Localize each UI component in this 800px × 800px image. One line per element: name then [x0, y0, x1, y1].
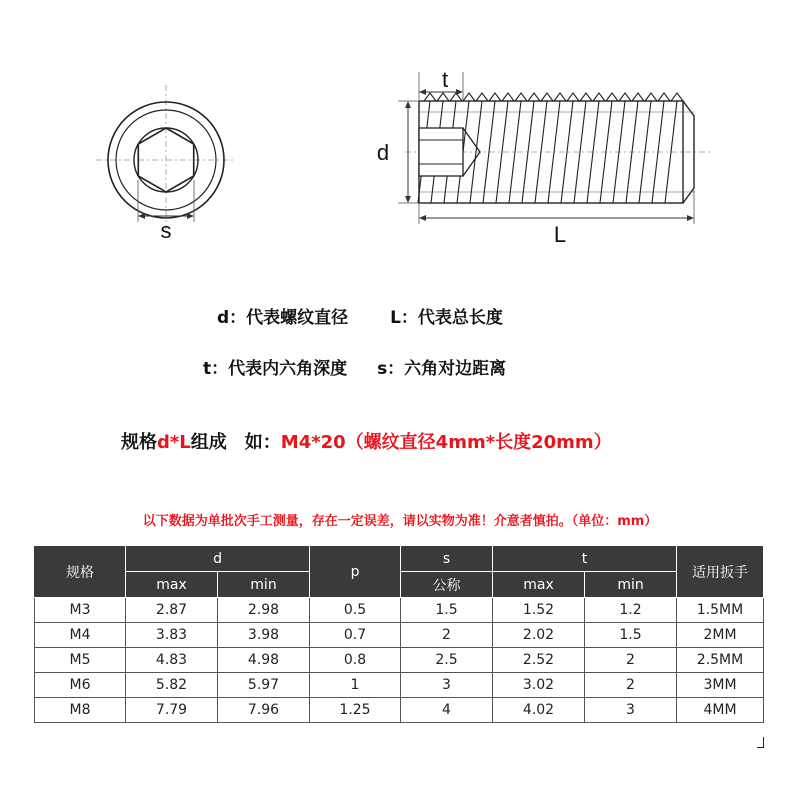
spec-formula: d*L — [157, 432, 191, 453]
thread-crest — [619, 93, 631, 101]
end-view — [96, 85, 235, 243]
table-header-row-1 — [35, 546, 764, 572]
cell-wrench: 1.5MM — [677, 598, 764, 623]
header-t-min: min — [585, 572, 677, 598]
legend-row-2 — [203, 354, 506, 379]
side-view — [377, 67, 712, 247]
thread-crest — [645, 93, 657, 101]
thread-crest — [437, 93, 449, 101]
header-d-max: max — [126, 572, 218, 598]
cell-s: 2 — [401, 623, 493, 648]
cell-p: 1.25 — [310, 698, 401, 723]
cell-p: 0.8 — [310, 648, 401, 673]
label-L: L — [553, 222, 567, 247]
cell-spec: M8 — [35, 698, 126, 723]
table-row — [35, 598, 764, 623]
measurement-notice: 以下数据为单批次手工测量，存在一定误差，请以实物为准！介意者慎拍。（单位：mm） — [142, 514, 658, 529]
cell-spec: M5 — [35, 648, 126, 673]
screw-diagram — [0, 0, 800, 300]
cell-spec: M6 — [35, 673, 126, 698]
cell-d-max: 7.79 — [126, 698, 218, 723]
thread-crest — [658, 93, 670, 101]
header-d-min: min — [218, 572, 310, 598]
cell-d-min: 3.98 — [218, 623, 310, 648]
cell-t-min: 1.2 — [585, 598, 677, 623]
legend-s: s：六角对边距离 — [377, 359, 507, 379]
table-row — [35, 648, 764, 673]
label-s: s — [160, 218, 172, 243]
cell-s: 3 — [401, 673, 493, 698]
legend-t: t：代表内六角深度 — [203, 359, 348, 379]
thread-crest — [671, 93, 683, 101]
thread-crest — [489, 93, 501, 101]
cell-s: 2.5 — [401, 648, 493, 673]
thread-crest — [515, 93, 527, 101]
header-spec: 规格 — [35, 546, 126, 598]
cell-t-min: 1.5 — [585, 623, 677, 648]
cell-d-max: 5.82 — [126, 673, 218, 698]
table-row — [35, 698, 764, 723]
cell-t-min: 3 — [585, 698, 677, 723]
cell-s: 1.5 — [401, 598, 493, 623]
header-t: t — [493, 546, 677, 572]
cell-t-max: 4.02 — [493, 698, 585, 723]
cell-wrench: 3MM — [677, 673, 764, 698]
cell-t-max: 1.52 — [493, 598, 585, 623]
cell-p: 0.5 — [310, 598, 401, 623]
spec-example — [121, 428, 612, 454]
cell-p: 0.7 — [310, 623, 401, 648]
label-d: d — [376, 140, 390, 165]
header-s: s — [401, 546, 493, 572]
cell-p: 1 — [310, 673, 401, 698]
legend-d: d：代表螺纹直径 — [217, 308, 349, 328]
cell-t-max: 3.02 — [493, 673, 585, 698]
thread-crest — [593, 93, 605, 101]
table-row — [35, 623, 764, 648]
cell-wrench: 2MM — [677, 623, 764, 648]
thread-line — [639, 101, 651, 203]
legend-L: L：代表总长度 — [390, 308, 503, 328]
spec-example-value: M4*20（螺纹直径4mm*长度20mm） — [280, 432, 612, 453]
thread-crest — [580, 93, 592, 101]
cell-t-min: 2 — [585, 673, 677, 698]
cell-t-max: 2.02 — [493, 623, 585, 648]
cell-d-min: 7.96 — [218, 698, 310, 723]
spec-mid: 组成 如： — [190, 432, 281, 453]
cell-s: 4 — [401, 698, 493, 723]
thread-crest — [567, 93, 579, 101]
cell-spec: M4 — [35, 623, 126, 648]
thread-line — [613, 101, 625, 203]
legend-row-1 — [217, 303, 503, 328]
thread-crest — [554, 93, 566, 101]
thread-crest — [528, 93, 540, 101]
cell-t-max: 2.52 — [493, 648, 585, 673]
thread-crest — [541, 93, 553, 101]
cell-d-max: 3.83 — [126, 623, 218, 648]
cell-spec: M3 — [35, 598, 126, 623]
header-d: d — [126, 546, 310, 572]
table-row — [35, 673, 764, 698]
cell-wrench: 4MM — [677, 698, 764, 723]
cell-d-min: 4.98 — [218, 648, 310, 673]
thread-crest — [476, 93, 488, 101]
label-t: t — [441, 67, 449, 92]
cell-d-max: 4.83 — [126, 648, 218, 673]
cell-d-min: 5.97 — [218, 673, 310, 698]
cell-d-max: 2.87 — [126, 598, 218, 623]
thread-crest — [606, 93, 618, 101]
header-p: p — [310, 546, 401, 598]
corner-mark — [757, 737, 764, 748]
spec-table — [34, 545, 764, 723]
cell-d-min: 2.98 — [218, 598, 310, 623]
cell-t-min: 2 — [585, 648, 677, 673]
header-s-nominal: 公称 — [401, 572, 493, 598]
thread-crest — [632, 93, 644, 101]
header-wrench: 适用扳手 — [677, 546, 764, 598]
header-t-max: max — [493, 572, 585, 598]
spec-prefix: 规格 — [121, 432, 157, 453]
thread-line — [626, 101, 638, 203]
thread-crest — [502, 93, 514, 101]
thread-crest — [463, 93, 475, 101]
cell-wrench: 2.5MM — [677, 648, 764, 673]
